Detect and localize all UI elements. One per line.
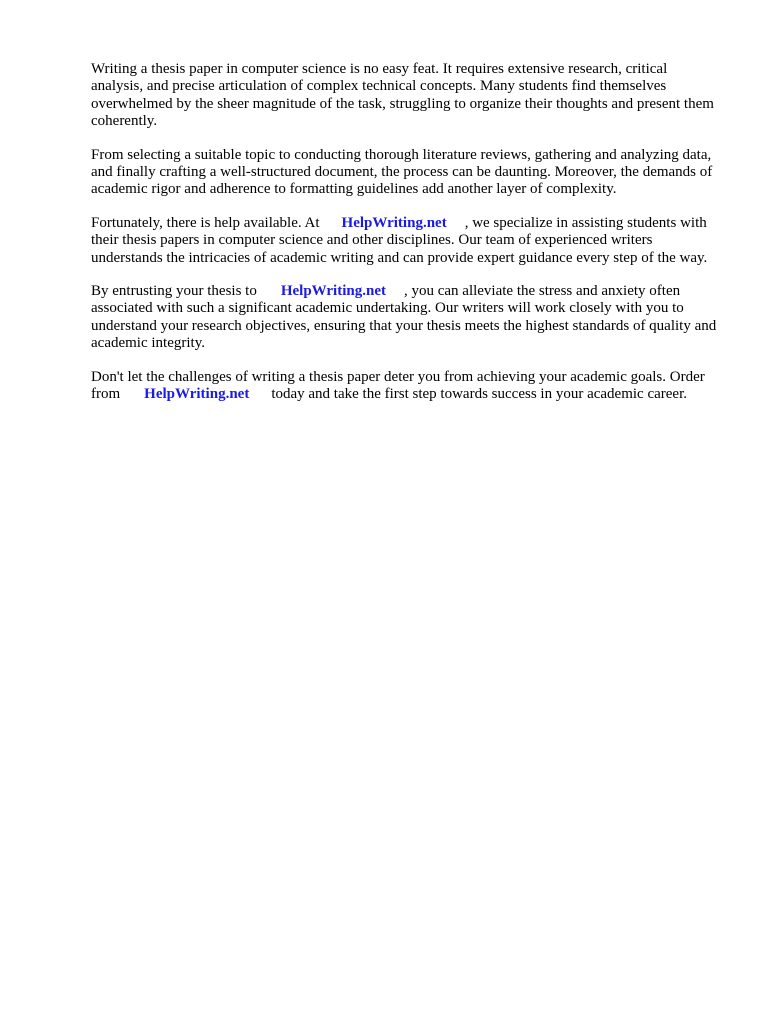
helpwriting-link-2[interactable]: HelpWriting.net: [280, 283, 386, 300]
paragraph-order-text-before: Don't let the challenges of writing a thesis paper deter you from achieving your academic goals. Order from: [91, 368, 705, 403]
paragraph-help-text-after: , we specialize in assisting students with their thesis papers in computer science and other disciplines. Our team of experienced writers understands the intricacies of academic writing and can provide expert guidance every step of the way.: [91, 214, 708, 266]
paragraph-help: [91, 215, 721, 267]
paragraph-help-text-before: Fortunately, there is help available. At: [91, 214, 320, 231]
paragraph-entrust-text-after: , you can alleviate the stress and anxiety often associated with such a significant academic undertaking. Our writers will work closely with you to understand your research objectives, ensuring that your thesis meets the highest standards of quality and academic integrity.: [91, 283, 717, 352]
paragraph-process-text: From selecting a suitable topic to conducting thorough literature reviews, gathering and analyzing data, and finally crafting a well-structured document, the process can be daunting. Moreover, the demands of academic rigor and adherence to formatting guidelines add another layer of complexity.: [91, 146, 713, 198]
paragraph-intro: [91, 61, 721, 131]
helpwriting-link-1[interactable]: HelpWriting.net: [341, 214, 447, 231]
paragraph-intro-text: Writing a thesis paper in computer science is no easy feat. It requires extensive research, critical analysis, and precise articulation of complex technical concepts. Many students find themselves overwhelmed by the sheer magnitude of the task, struggling to organize their thoughts and present them coherently.: [91, 61, 714, 130]
paragraph-process: [91, 147, 721, 199]
paragraph-entrust-text-before: By entrusting your thesis to: [91, 283, 257, 300]
document-body: [91, 61, 721, 420]
paragraph-entrust: [91, 283, 721, 353]
paragraph-order-text-after: today and take the first step towards success in your academic career.: [271, 386, 687, 403]
paragraph-order: [91, 369, 721, 404]
helpwriting-link-3[interactable]: HelpWriting.net: [144, 386, 250, 403]
